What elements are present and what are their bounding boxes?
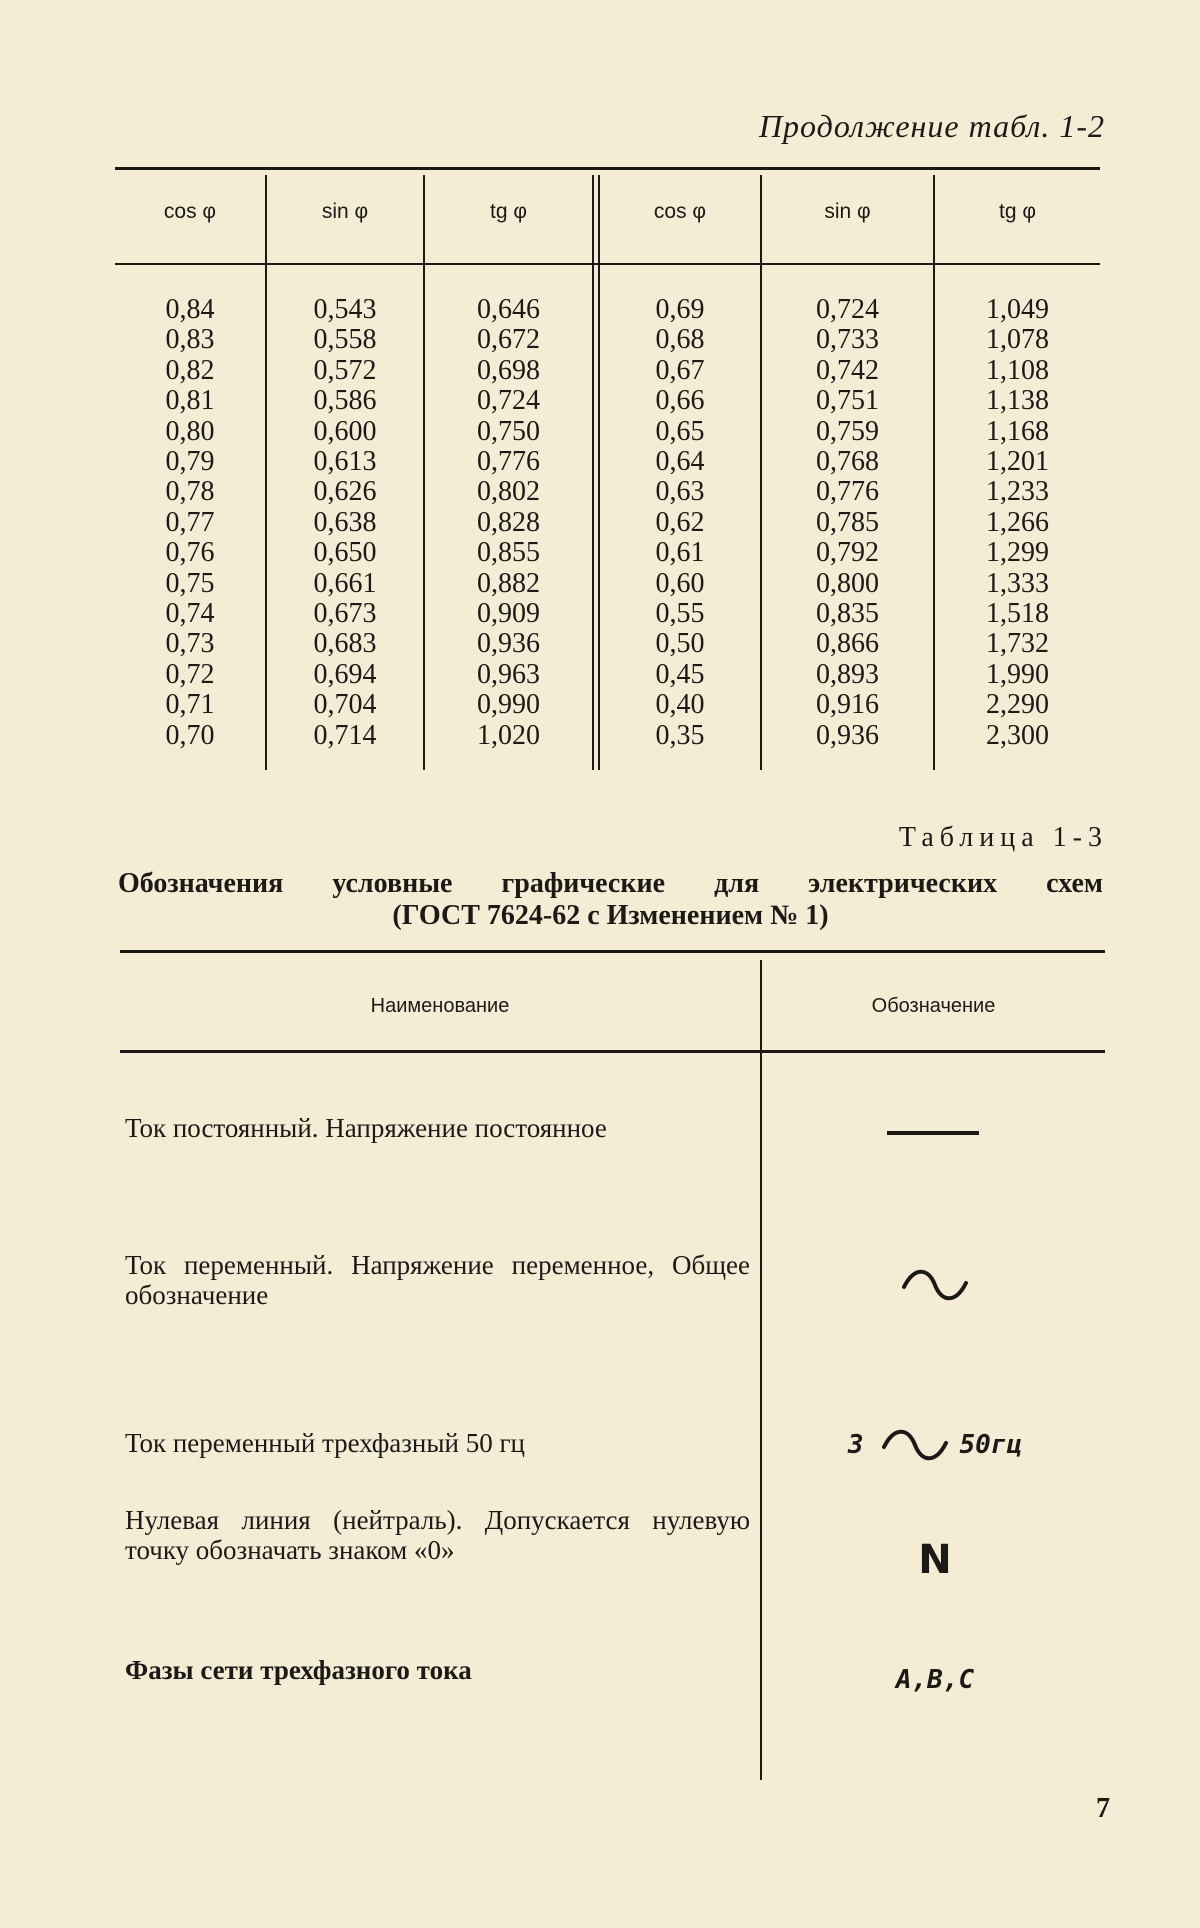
table-cell: 0,76 xyxy=(165,537,215,569)
table-cell: 0,78 xyxy=(165,476,215,508)
table-cell: 0,35 xyxy=(655,719,705,751)
table-cell: 0,672 xyxy=(477,324,540,356)
table-cell: 0,882 xyxy=(477,567,540,599)
table-cell: 1,049 xyxy=(986,294,1049,325)
table-cell: 1,201 xyxy=(986,446,1049,478)
table-cell: 0,60 xyxy=(655,567,705,599)
table-cell: 0,835 xyxy=(816,598,879,630)
table-cell: 0,646 xyxy=(477,294,540,325)
table-cell: 0,800 xyxy=(816,567,879,599)
symbol-cell xyxy=(765,1655,1105,1705)
table-cell: 0,776 xyxy=(816,476,879,508)
table-cell: 0,84 xyxy=(165,294,215,325)
table-cell: 0,74 xyxy=(165,598,215,630)
header-sin: sin φ xyxy=(824,200,871,223)
table-cell: 0,683 xyxy=(313,628,377,660)
table-cell: 1,266 xyxy=(986,506,1049,538)
table-cell: 0,893 xyxy=(816,658,879,690)
column-sin-2 xyxy=(762,295,933,751)
header-tg: tg φ xyxy=(999,200,1036,223)
table-cell: 0,751 xyxy=(816,385,879,417)
table-cell: 0,63 xyxy=(655,476,705,508)
table-header-rule xyxy=(120,1050,1105,1053)
table-cell: 0,64 xyxy=(655,446,705,478)
table-cell: 0,768 xyxy=(816,446,879,478)
double-column-divider xyxy=(592,175,594,770)
table-cell: 0,61 xyxy=(655,537,705,569)
table-cell: 0,40 xyxy=(655,689,705,721)
column-divider xyxy=(760,960,762,1780)
table-cell: 1,990 xyxy=(986,658,1049,690)
neutral-symbol: N xyxy=(918,1537,952,1583)
table-cell: 0,50 xyxy=(655,628,705,660)
table-cell: 1,168 xyxy=(986,415,1049,447)
symbol-row-name: Ток постоянный. Напряжение постоянное xyxy=(125,1113,607,1143)
table-cell: 0,600 xyxy=(313,415,377,447)
column-cos-1 xyxy=(115,295,265,751)
table-cell: 1,299 xyxy=(986,537,1049,569)
table-cell: 0,792 xyxy=(816,537,879,569)
table-cell: 0,75 xyxy=(165,567,215,599)
table-cell: 0,73 xyxy=(165,628,215,660)
table-cell: 0,855 xyxy=(477,537,540,569)
table-cell: 1,138 xyxy=(986,385,1049,417)
table-cell: 0,71 xyxy=(165,689,215,721)
table-top-rule xyxy=(120,950,1105,953)
table-cell: 0,776 xyxy=(477,446,540,478)
table-cell: 0,759 xyxy=(816,415,879,447)
table-cell: 0,704 xyxy=(313,689,377,721)
table-cell: 0,82 xyxy=(165,354,215,386)
symbol-suffix: 50гц xyxy=(959,1430,1023,1460)
table-cell: 0,558 xyxy=(313,324,377,356)
header-name: Наименование xyxy=(370,995,510,1017)
symbol-row-name: Нулевая линия (нейтраль). Допускается нулевую точку обозначать знаком «0» xyxy=(125,1505,750,1565)
table-cell: 0,68 xyxy=(655,324,705,356)
table-cell: 0,694 xyxy=(313,658,377,690)
table-caption: Обозначения условные графические для электрических схем xyxy=(118,868,1103,899)
column-tg-2 xyxy=(935,295,1100,751)
table-cell: 0,638 xyxy=(313,506,377,538)
table-cell: 0,45 xyxy=(655,658,705,690)
table-cell: 1,233 xyxy=(986,476,1049,508)
table-cell: 0,83 xyxy=(165,324,215,356)
symbol-row-name: Фазы сети трехфазного тока xyxy=(125,1655,472,1685)
table-top-rule xyxy=(115,167,1100,170)
table-cell: 0,828 xyxy=(477,506,540,538)
table-cell: 0,72 xyxy=(165,658,215,690)
dc-line-icon xyxy=(885,1127,985,1139)
table-number: Таблица 1-3 xyxy=(898,822,1108,853)
table-cell: 0,750 xyxy=(477,415,540,447)
symbol-row-name: Ток переменный. Напряжение переменное, Общее обозначение xyxy=(125,1250,750,1310)
table-cell: 0,724 xyxy=(477,385,540,417)
header-cos: cos φ xyxy=(163,200,217,223)
table-cell: 0,866 xyxy=(816,628,879,660)
continuation-title: Продолжение табл. 1-2 xyxy=(758,108,1105,144)
table-cell: 0,714 xyxy=(313,719,377,751)
table-cell: 0,909 xyxy=(477,598,540,630)
trig-table xyxy=(115,165,1100,770)
table-cell: 0,724 xyxy=(816,294,879,325)
table-cell: 0,65 xyxy=(655,415,705,447)
symbol-row-name: Ток переменный трехфазный 50 гц xyxy=(125,1428,525,1458)
ac-sine-icon xyxy=(880,1425,950,1465)
table-cell: 0,80 xyxy=(165,415,215,447)
column-sin-1 xyxy=(267,295,423,751)
table-cell: 0,70 xyxy=(165,719,215,751)
header-tg: tg φ xyxy=(490,200,527,223)
table-cell: 0,69 xyxy=(655,294,705,325)
table-cell: 0,673 xyxy=(313,598,377,630)
table-cell: 0,572 xyxy=(313,354,377,386)
table-cell: 1,732 xyxy=(986,628,1049,660)
table-cell: 0,613 xyxy=(313,446,377,478)
header-symbol: Обозначение xyxy=(871,995,996,1017)
phase-symbol: A,B,C xyxy=(895,1665,975,1695)
table-cell: 0,81 xyxy=(165,385,215,417)
table-caption-standard: (ГОСТ 7624-62 с Изменением № 1) xyxy=(392,900,829,931)
table-cell: 0,77 xyxy=(165,506,215,538)
symbol-prefix: 3 xyxy=(847,1430,864,1460)
header-sin: sin φ xyxy=(321,200,369,223)
ac-sine-icon xyxy=(900,1265,970,1305)
table-cell: 0,785 xyxy=(816,506,879,538)
table-cell: 1,078 xyxy=(986,324,1049,356)
table-cell: 0,62 xyxy=(655,506,705,538)
column-tg-1 xyxy=(425,295,592,751)
table-cell: 2,290 xyxy=(986,689,1049,721)
page-number: 7 xyxy=(1096,1793,1110,1824)
header-cos: cos φ xyxy=(653,200,707,223)
table-cell: 0,543 xyxy=(313,294,377,325)
table-cell: 0,936 xyxy=(477,628,540,660)
table-cell: 0,802 xyxy=(477,476,540,508)
table-cell: 1,108 xyxy=(986,354,1049,386)
symbol-cell xyxy=(765,1530,1105,1590)
table-cell: 0,66 xyxy=(655,385,705,417)
symbol-cell xyxy=(765,1255,1105,1315)
symbols-table xyxy=(120,950,1105,1780)
table-cell: 0,963 xyxy=(477,658,540,690)
table-header-rule xyxy=(115,263,1100,265)
table-cell: 0,661 xyxy=(313,567,377,599)
table-cell: 0,936 xyxy=(816,719,879,751)
table-cell: 0,733 xyxy=(816,324,879,356)
table-cell: 0,79 xyxy=(165,446,215,478)
table-cell: 0,586 xyxy=(313,385,377,417)
symbol-cell xyxy=(765,1110,1105,1155)
table-cell: 0,626 xyxy=(313,476,377,508)
table-cell: 0,67 xyxy=(655,354,705,386)
table-cell: 0,916 xyxy=(816,689,879,721)
table-cell: 0,55 xyxy=(655,598,705,630)
symbol-cell xyxy=(765,1420,1105,1470)
table-cell: 1,518 xyxy=(986,598,1049,630)
table-cell: 2,300 xyxy=(986,719,1049,751)
table-cell: 0,698 xyxy=(477,354,540,386)
table-cell: 0,990 xyxy=(477,689,540,721)
table-cell: 1,333 xyxy=(986,567,1049,599)
table-cell: 0,742 xyxy=(816,354,879,386)
column-cos-2 xyxy=(600,295,760,751)
table-cell: 1,020 xyxy=(477,719,540,751)
table-cell: 0,650 xyxy=(313,537,377,569)
